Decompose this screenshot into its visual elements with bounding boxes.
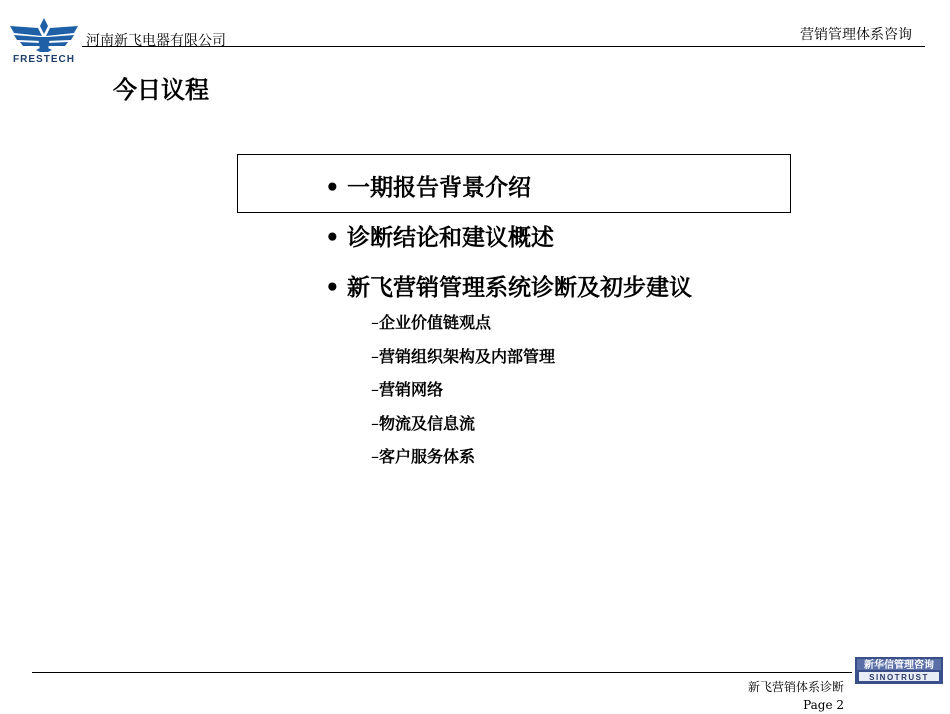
- dash-icon: –: [371, 447, 379, 467]
- brand-en-text: SINOTRUST: [869, 673, 929, 682]
- dash-icon: –: [371, 313, 379, 332]
- agenda-item: [325, 222, 692, 272]
- agenda-list: [325, 172, 692, 322]
- agenda-sublist: [371, 312, 555, 480]
- agenda-subitem: [371, 446, 555, 480]
- header-title: 营销管理体系咨询: [800, 27, 912, 43]
- agenda-subitem: [371, 379, 555, 413]
- slide-title: 今日议程: [113, 76, 209, 104]
- agenda-subitem-label: 营销组织架构及内部管理: [379, 346, 556, 366]
- agenda-subitem: [371, 346, 555, 380]
- company-name: 河南新飞电器有限公司: [86, 33, 226, 49]
- bullet-icon: •: [325, 275, 340, 301]
- logo-text: FRESTECH: [13, 54, 75, 64]
- dash-icon: –: [371, 346, 379, 366]
- agenda-subitem-label: 企业价值链观点: [379, 313, 492, 332]
- bullet-icon: •: [325, 175, 340, 201]
- footer-doc-title: 新飞营销体系诊断: [747, 680, 844, 694]
- agenda-subitem: [371, 413, 555, 447]
- frestech-logo: [8, 14, 80, 64]
- brand-cn-text: 新华信管理咨询: [864, 660, 934, 671]
- footer-text: [748, 678, 844, 714]
- agenda-subitem: [371, 312, 555, 346]
- agenda-item: [325, 172, 692, 222]
- header-divider: [82, 46, 925, 47]
- agenda-subitem-label: 客户服务体系: [379, 447, 476, 467]
- agenda-subitem-label: 营销网络: [379, 380, 444, 400]
- dash-icon: –: [371, 413, 379, 433]
- sinotrust-logo: [855, 657, 943, 684]
- bullet-icon: •: [325, 225, 340, 251]
- footer-divider: [32, 672, 852, 673]
- agenda-subitem-label: 物流及信息流: [379, 413, 476, 433]
- dash-icon: –: [371, 380, 379, 400]
- agenda-item-label: 一期报告背景介绍: [347, 175, 531, 201]
- agenda-item-label: 新飞营销管理系统诊断及初步建议: [347, 275, 692, 301]
- agenda-item-label: 诊断结论和建议概述: [347, 225, 554, 251]
- page-number: Page 2: [803, 698, 844, 712]
